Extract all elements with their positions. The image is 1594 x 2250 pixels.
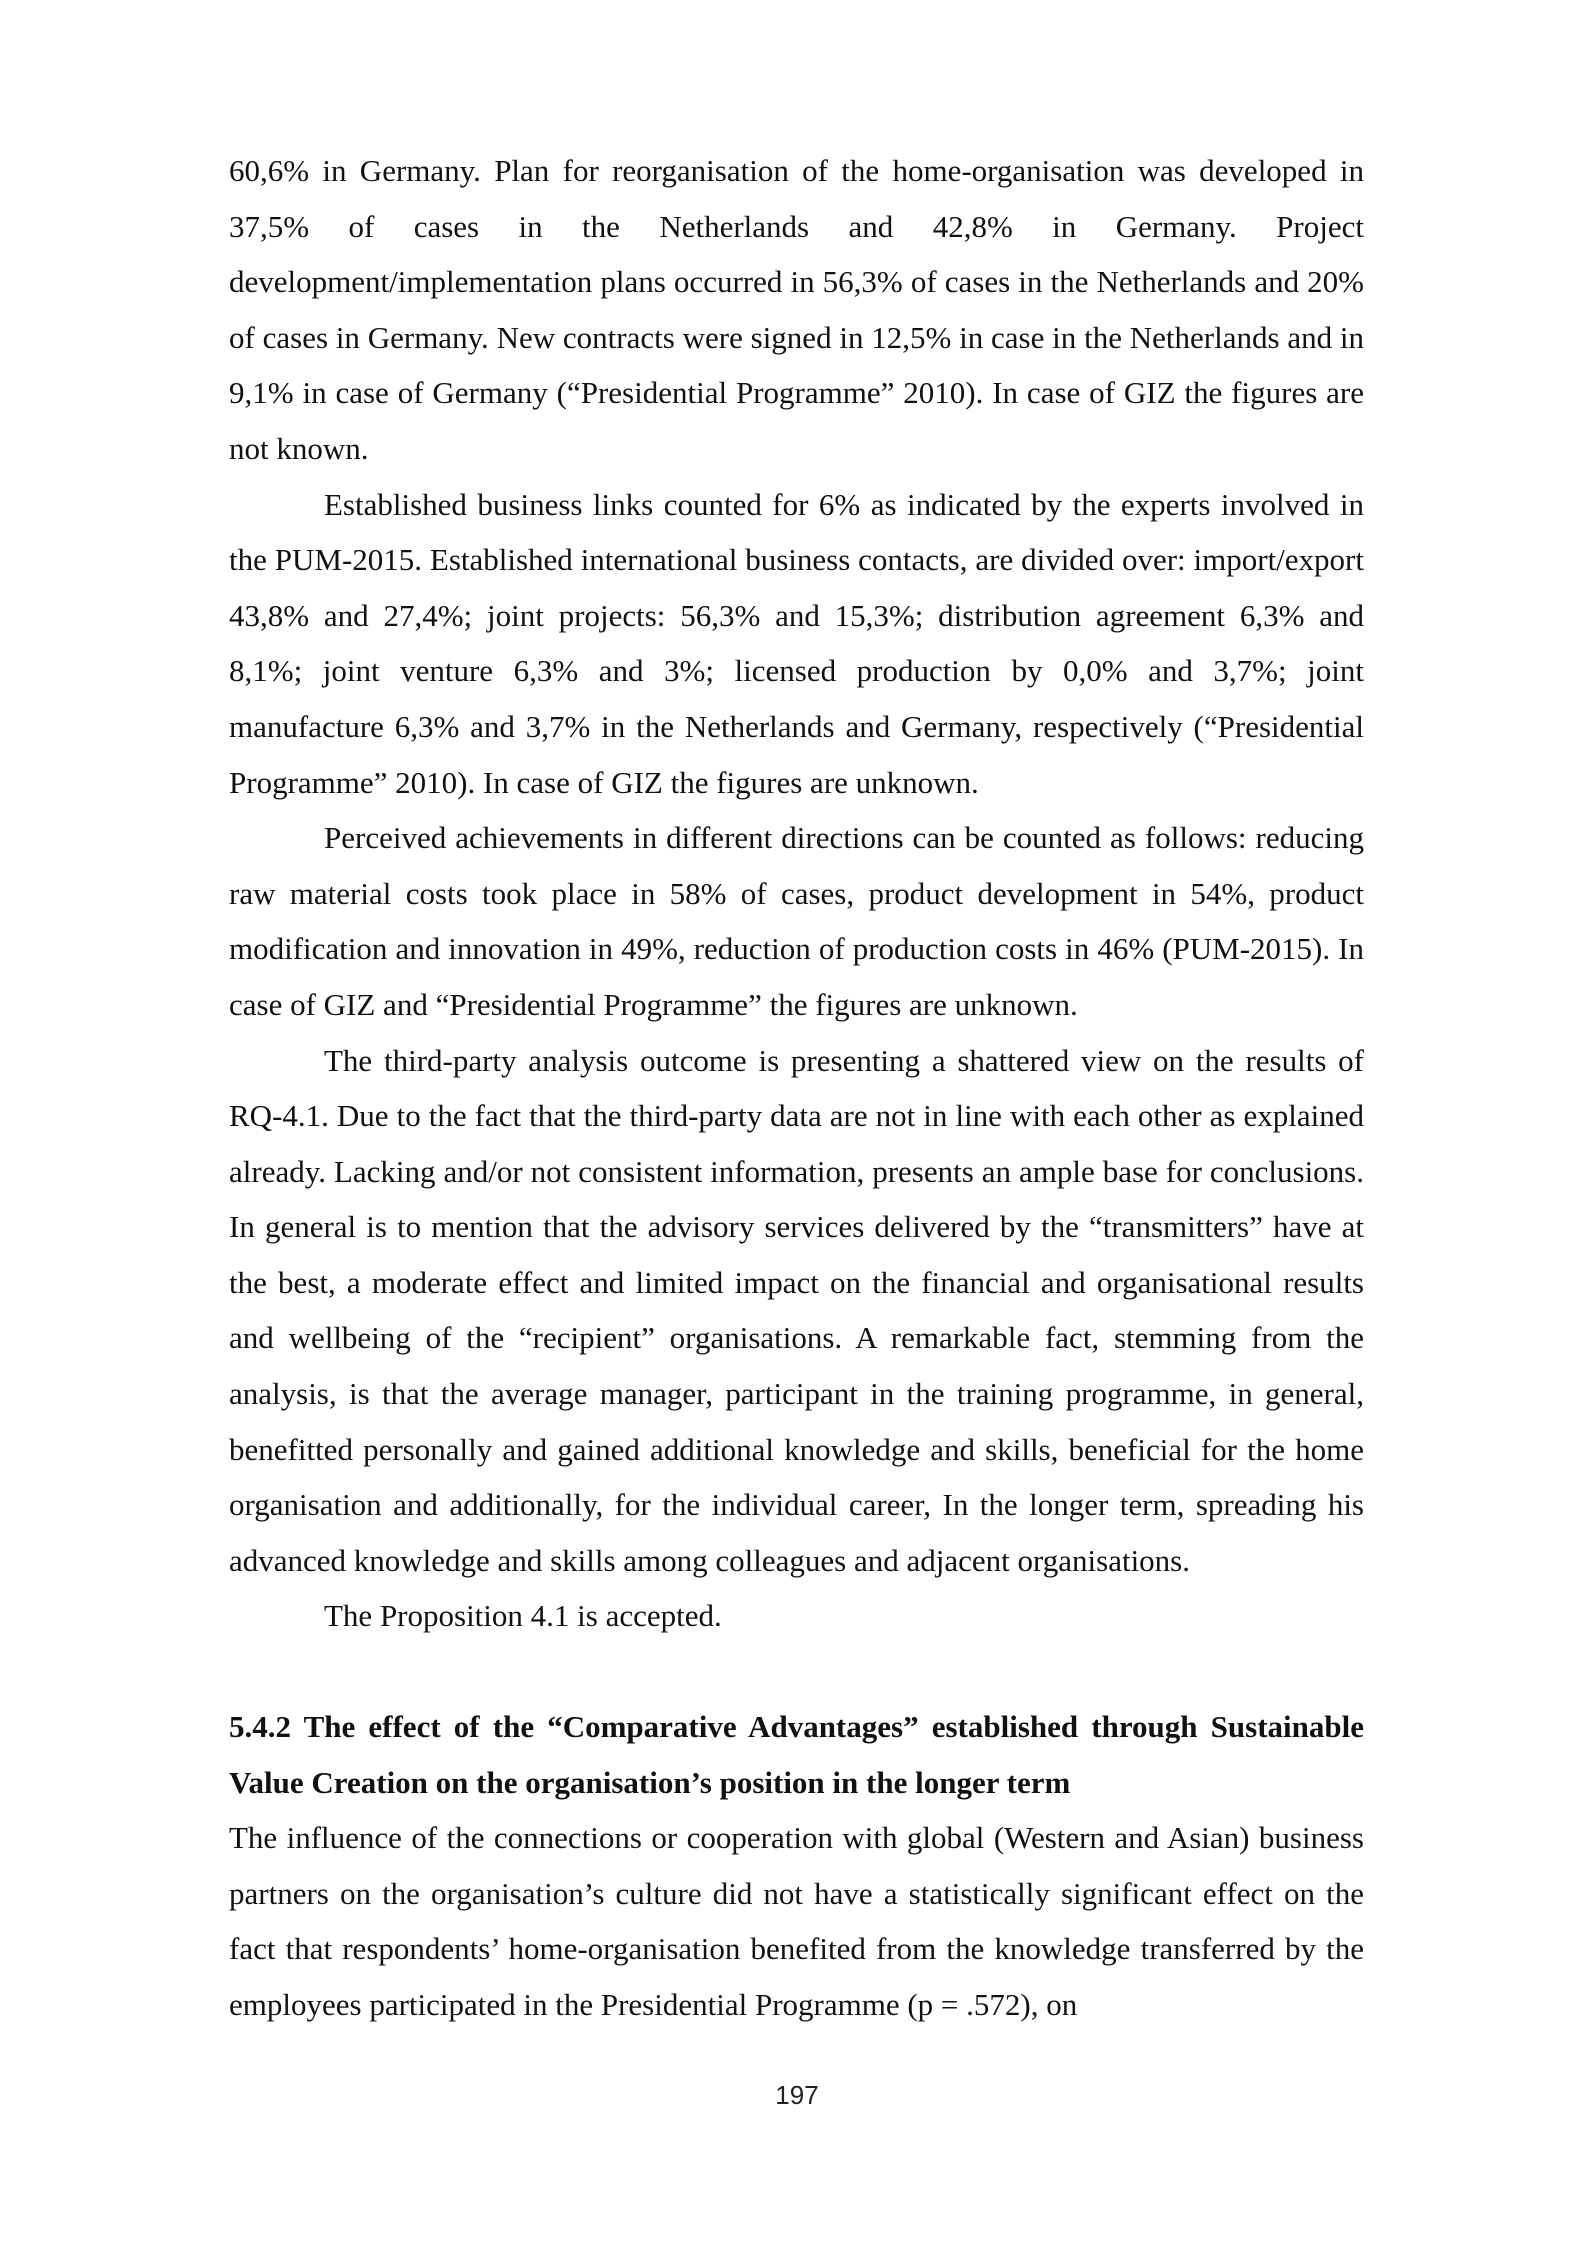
page-number: 197 (775, 2080, 819, 2110)
section-body-paragraph: The influence of the connections or cooperation with global (Western and Asian) business partners on the organisation’s culture did not have a statistically significant effect on the fact that respondents’ home-organisation benefited from the knowledge transferred by the employees participated in the Presidential Programme (p = .572), on (229, 1820, 1364, 2022)
paragraph-3: Perceived achievements in different directions can be counted as follows: reducing raw material costs took place in 58% of cases, product development in 54%, product modification and innovation in 49%, reduction of production costs in 46% (PUM-2015). In case of GIZ and “Presidential Programme” the figures are unknown. (229, 820, 1364, 1022)
paragraph-1: 60,6% in Germany. Plan for reorganisation of the home-organisation was developed in 37,5% of cases in the Netherlands and 42,8% in Germany. Project development/implementation plans occurred in 56,3% of cases in the Netherlands and 20% of cases in Germany. New contracts were signed in 12,5% in case in the Netherlands and in 9,1% in case of Germany (“Presidential Programme” 2010). In case of GIZ the figures are not known. (229, 153, 1364, 466)
paragraph-2: Established business links counted for 6% as indicated by the experts involved in the PUM-2015. Established international business contacts, are divided over: import/export 43,8% and 27,4%; joint projects: 56,3% and 15,3%; distribution agreement 6,3% and 8,1%; joint venture 6,3% and 3%; licensed production by 0,0% and 3,7%; joint manufacture 6,3% and 3,7% in the Netherlands and Germany, respectively (“Presidential Programme” 2010). In case of GIZ the figures are unknown. (229, 486, 1364, 800)
page-body (229, 143, 1364, 2033)
paragraph-4: The third-party analysis outcome is presenting a shattered view on the results of RQ-4.1. Due to the fact that the third-party data are not in line with each other as explained already. Lacking and/or not consistent information, presents an ample base for conclusions. In general is to mention that the advisory services delivered by the “transmitters” have at the best, a moderate effect and limited impact on the financial and organisational results and wellbeing of the “recipient” organisations. A remarkable fact, stemming from the analysis, is that the average manager, participant in the training programme, in general, benefitted personally and gained additional knowledge and skills, beneficial for the home organisation and additionally, for the individual career, In the longer term, spreading his advanced knowledge and skills among colleagues and adjacent organisations. (229, 1042, 1364, 1578)
paragraph-5: The Proposition 4.1 is accepted. (324, 1598, 722, 1634)
section-heading: 5.4.2 The effect of the “Comparative Advantages” established through Sustainable Value Creation on the organisation’s position in the longer term (229, 1709, 1364, 1800)
